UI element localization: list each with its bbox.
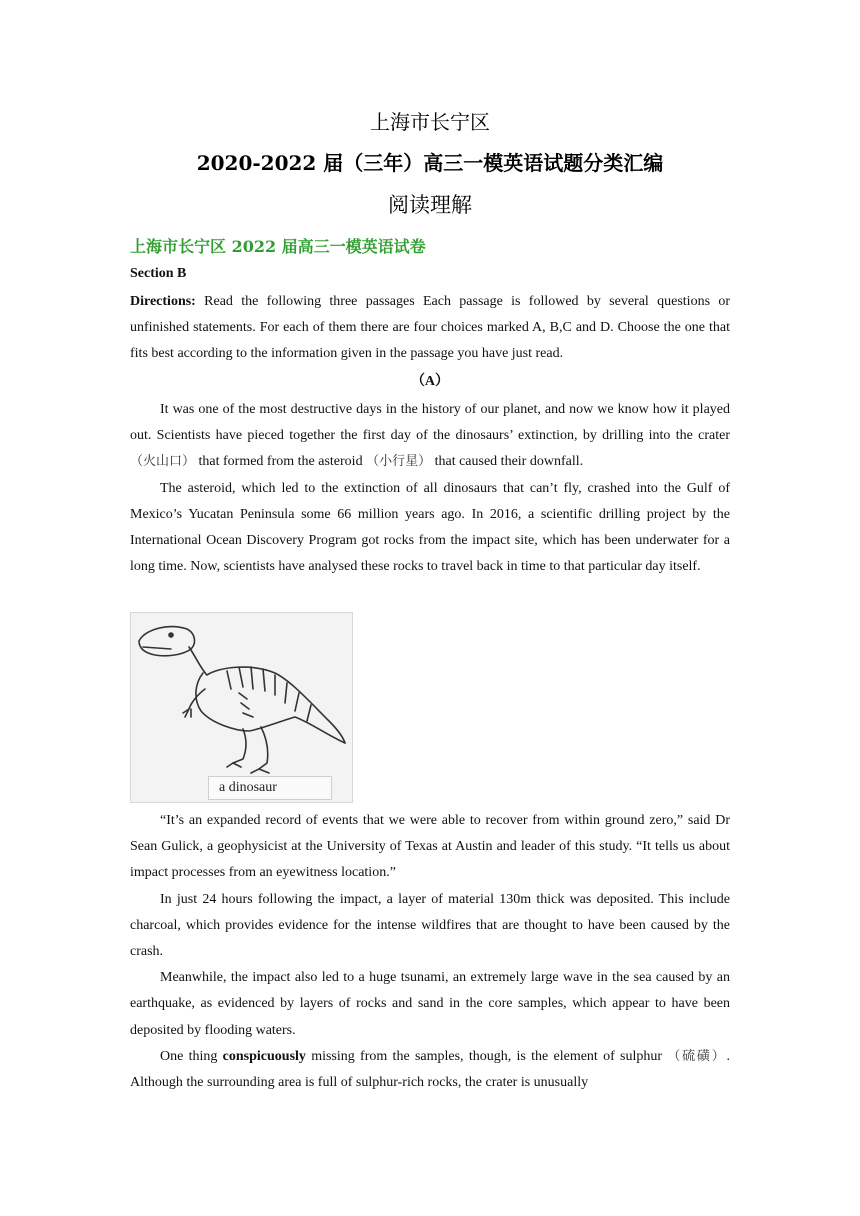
paragraph: The asteroid, which led to the extinction of all dinosaurs that can’t fly, crashed into the Gulf of Mexico’s Yucatan Peninsula some 66 million years ago. In 2016, a scientific drilling project by the International Ocean Discovery Program got rocks from the impact site, which has been underwater for a long time. Now, scientists have analysed these rocks to travel back in time to that particular day itself. [130,480,730,575]
section-label: Section B [130,266,187,281]
figure-caption: a dinosaur [208,776,332,800]
dinosaur-figure [130,612,353,803]
topic-title: 阅读理解 [388,193,472,217]
emphasized-word: conspicuously [222,1048,306,1064]
paragraph-text: that caused their downfall. [431,454,584,470]
paragraph-text: . Although the surrounding area is full of sulphur-rich rocks, the crater is unusually [130,1048,730,1091]
directions-text: Read the following three passages Each passage is followed by several questions or unfinished statements. For each of them there are four choices marked A, B,C and D. Choose the one that fits best according to the information given in the passage you have just read. [130,294,730,362]
gloss: （硫磺） [667,1048,727,1064]
paragraph-text: missing from the samples, though, is the element of sulphur [305,1048,668,1064]
paragraph [130,1044,730,1096]
paragraph: “It’s an expanded record of events that we were able to recover from within ground zero,” said Dr Sean Gulick, a geophysicist at the University of Texas at Austin and leader of this study. “It tells us about impact processes from an eyewitness location.” [130,813,730,881]
passage-body-top [130,397,730,580]
paragraph-text: that formed from the asteroid [195,454,367,470]
dinosaur-icon [131,613,352,802]
paragraph-text: It was one of the most destructive days in the history of our planet, and now we know how it played out. Scientists have pieced together the first day of the dinosaurs’ extinction, by drilling into the crater [130,402,730,444]
paragraph [130,397,730,476]
gloss: （小行星） [366,454,432,470]
passage-body-bottom [130,808,730,1096]
paragraph: Meanwhile, the impact also led to a huge tsunami, an extremely large wave in the sea caused by an earthquake, as evidenced by layers of rocks and sand in the core samples, which appear to have been deposited by flooding waters. [130,970,730,1038]
directions-label: Directions: [130,294,196,309]
paragraph-text: One thing [160,1048,223,1064]
paragraph: In just 24 hours following the impact, a layer of material 130m thick was deposited. This include charcoal, which provides evidence for the intense wildfires that are thought to have been caused by the crash. [130,891,730,960]
gloss: （火山口） [130,454,196,470]
directions [130,289,730,368]
exam-heading: 上海市长宁区 2022 届高三一模英语试卷 [130,237,426,256]
collection-title: 2020-2022 届（三年）高三一模英语试题分类汇编 [196,151,664,175]
passage-label: （A） [410,374,450,389]
region-title: 上海市长宁区 [370,110,490,134]
